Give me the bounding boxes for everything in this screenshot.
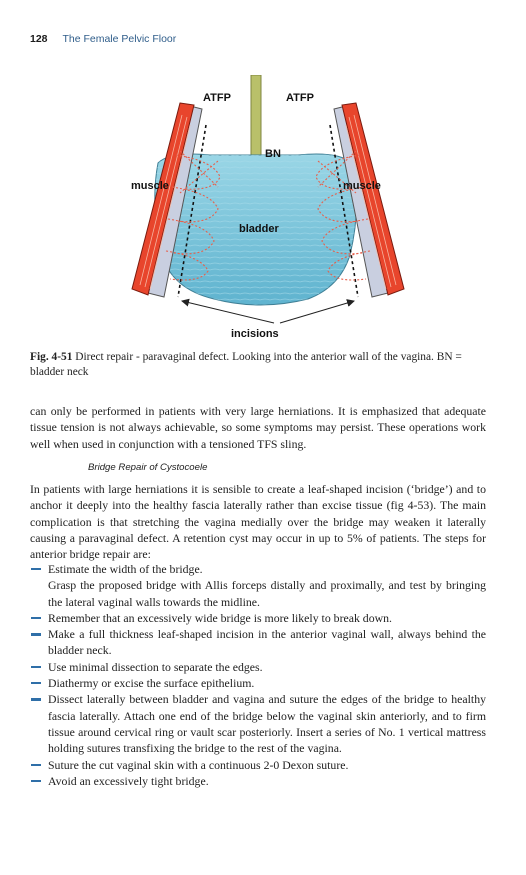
running-header	[30, 31, 176, 47]
caption-text: Direct repair - paravaginal defect. Looking into the anterior wall of the vagina. BN = bladder neck	[30, 351, 462, 378]
list-item-text: Suture the cut vaginal skin with a continuous 2-0 Dexon suture.	[48, 757, 349, 772]
bullet-dash-icon	[31, 568, 41, 570]
page-number: 128	[30, 33, 48, 45]
list-item	[30, 757, 486, 773]
list-item	[30, 691, 486, 756]
paragraph-2: In patients with large herniations it is sensible to create a leaf-shaped incision (‘bridge’) and to anchor it deeply into the healthy fascia laterally rather than excise tissue (fig 4-53). The main complication is that stretching the vagina medially over the bridge may weaken it laterally causing a paravaginal defect. A retention cyst may occur in up to 5% of patients. The steps for anterior bridge repair are:	[30, 482, 486, 562]
label-bn: BN	[265, 148, 281, 160]
running-title: The Female Pelvic Floor	[62, 33, 177, 45]
paragraph-1: can only be performed in patients with very large herniations. It is emphasized that adequate tissue tension is not always achievable, so some symptoms may persist. These operations work well when used in conjunction with a tensioned TFS sling.	[30, 404, 486, 451]
bullet-dash-icon	[31, 666, 41, 668]
bullet-dash-icon	[31, 682, 41, 684]
bullet-dash-icon	[31, 633, 41, 635]
list-item-text: Diathermy or excise the surface epithelium.	[48, 676, 255, 691]
label-muscle-right: muscle	[343, 180, 381, 192]
label-muscle-left: muscle	[131, 180, 169, 192]
bullet-dash-icon	[31, 764, 41, 766]
list-item-text: Use minimal dissection to separate the edges.	[48, 659, 263, 674]
list-item	[30, 561, 486, 610]
list-item	[30, 659, 486, 675]
bullet-dash-icon	[31, 617, 41, 619]
list-item	[30, 610, 486, 626]
list-item	[30, 773, 486, 789]
section-subheading: Bridge Repair of Cystocoele	[88, 462, 208, 473]
list-item-text: Dissect laterally between bladder and vagina and suture the edges of the bridge to healthy fascia laterally. Attach one end of the bridge below the vaginal skin anteriorly, and to firm tissue around cervical ring or vault scar posteriorly. Insert a series of No. 1 vertical mattress holding sutures transfixing the bridge to the rest of the vagina.	[48, 692, 486, 756]
bullet-dash-icon	[31, 698, 41, 700]
figure-number: Fig. 4-51	[30, 351, 73, 363]
label-atfp-left: ATFP	[203, 92, 231, 104]
urethra-shape	[251, 75, 261, 161]
label-incisions: incisions	[231, 328, 279, 340]
incision-arrow-right	[280, 301, 354, 323]
bullet-dash-icon	[31, 780, 41, 782]
list-item-text: Estimate the width of the bridge.	[48, 562, 203, 576]
label-bladder: bladder	[239, 223, 279, 235]
list-item-text: Make a full thickness leaf-shaped incision in the anterior vaginal wall, always behind the bladder neck.	[48, 627, 486, 658]
figure-4-51	[110, 75, 426, 343]
label-atfp-right: ATFP	[286, 92, 314, 104]
list-item-text: Avoid an excessively tight bridge.	[48, 773, 209, 788]
list-item-subtext: Grasp the proposed bridge with Allis forceps distally and proximally, and test by bringing the lateral vaginal walls towards the midline.	[48, 578, 486, 609]
paravaginal-repair-diagram	[110, 75, 426, 343]
figure-caption	[30, 350, 484, 380]
bridge-repair-steps	[30, 561, 486, 789]
list-item	[30, 626, 486, 659]
list-item	[30, 675, 486, 691]
list-item-text: Remember that an excessively wide bridge is more likely to break down.	[48, 610, 392, 625]
